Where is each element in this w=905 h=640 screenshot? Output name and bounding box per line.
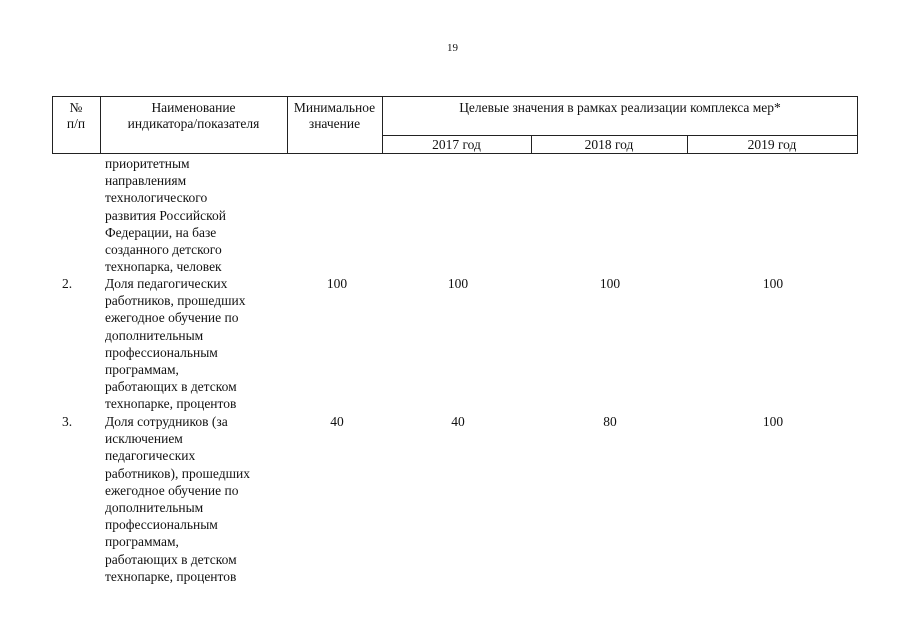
header-number-line: № [69,100,83,115]
row-indicator-name [105,275,285,413]
header-year-2018: 2018 год [584,137,634,152]
text-line: технологического [105,190,208,206]
text-line: ежегодное обучение по [105,482,239,498]
text-line: технопарка, человек [105,259,222,275]
header-year-2017: 2017 год [432,137,481,152]
page-number: 19 [447,42,458,54]
text-line: дополнительным [105,500,204,516]
text-line: работников, прошедших [105,293,246,309]
row-value-2018: 100 [599,276,621,291]
header-indicator-line: индикатора/показателя [127,116,260,131]
row-value-2017: 40 [451,414,465,429]
row-value-2017: 100 [447,276,469,291]
text-line: технопарке, процентов [105,396,237,412]
row-number: 2. [62,276,73,291]
text-line: работников), прошедших [105,465,250,481]
text-line: дополнительным [105,327,204,343]
header-indicator-line: Наименование [151,100,236,115]
text-line: программам, [105,362,179,378]
header-minimum-line: значение [308,116,361,131]
text-line: работающих в детском [105,379,237,395]
row-value-2018: 80 [603,414,617,429]
row-value-2019: 100 [762,276,784,291]
text-line: педагогических [105,448,196,464]
row-indicator-name [105,413,285,585]
header-year-2019: 2019 год [747,137,797,152]
text-line: программам, [105,534,179,550]
text-line: профессиональным [105,344,218,360]
text-line: развития Российской [105,207,226,223]
row-value-2019: 100 [762,414,784,429]
continuation-text [105,155,285,275]
text-line: Федерации, на базе [105,224,217,240]
text-line: технопарке, процентов [105,568,237,584]
text-line: работающих в детском [105,551,237,567]
header-number-line: п/п [66,116,86,131]
text-line: созданного детского [105,242,222,258]
text-line: ежегодное обучение по [105,310,239,326]
header-target-values: Целевые значения в рамках реализации комплекса мер* [459,100,781,115]
text-line: приоритетным [105,156,190,171]
text-line: профессиональным [105,517,218,533]
text-line: Доля сотрудников (за [105,414,228,429]
text-line: исключением [105,431,183,447]
row-number: 3. [62,414,73,429]
row-minimum-value: 40 [330,414,344,429]
row-minimum-value: 100 [326,276,348,291]
header-minimum-line: Минимальное [293,100,376,115]
text-line: Доля педагогических [105,276,228,291]
text-line: направлениям [105,173,187,189]
